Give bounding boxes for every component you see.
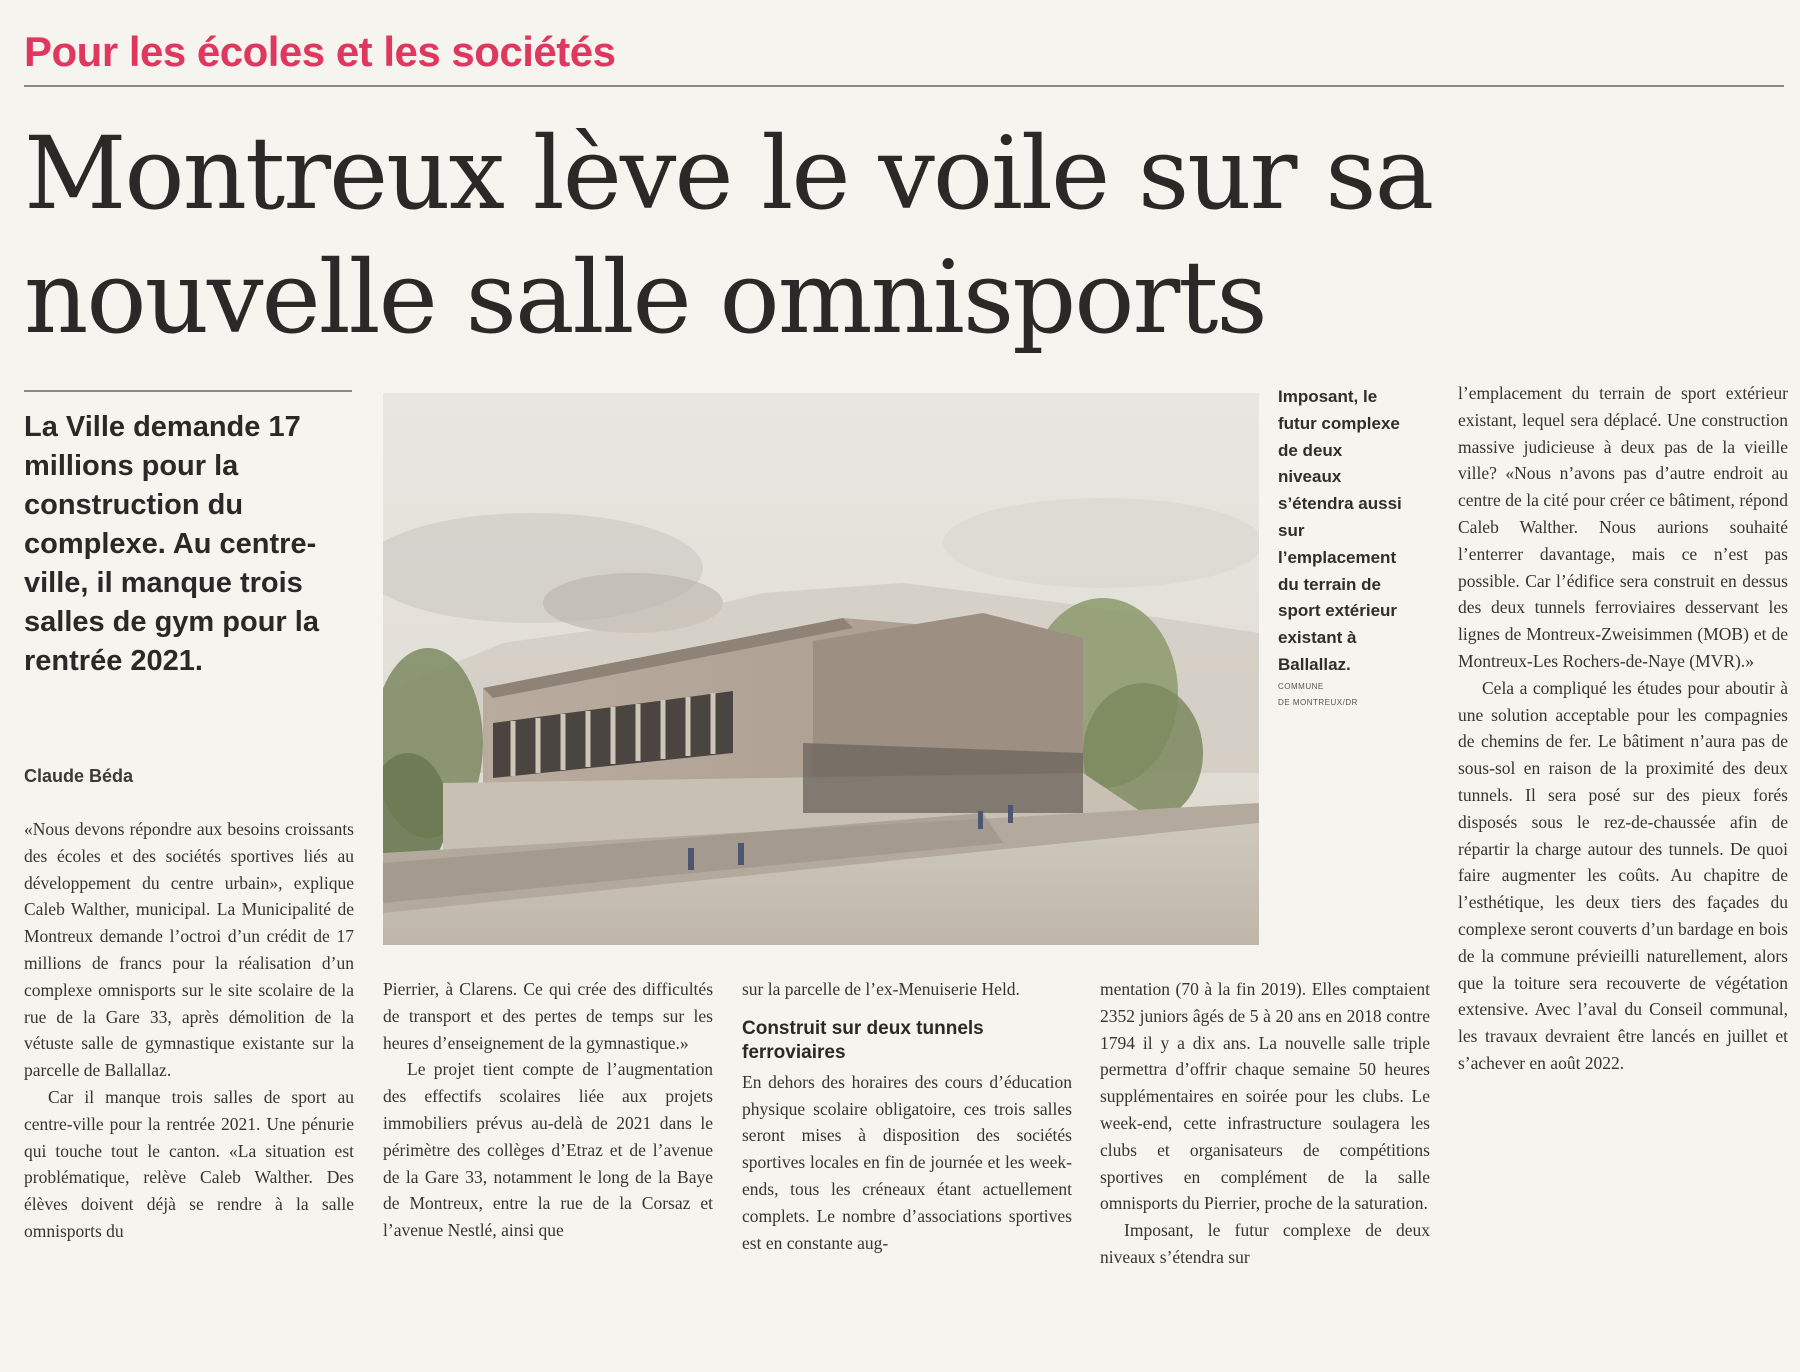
body-paragraph: Pierrier, à Clarens. Ce qui crée des difficultés de transport et des pertes de temps sur les heures d’enseignement de la gymnastique.»: [383, 979, 713, 1053]
body-paragraph: mentation (70 à la fin 2019). Elles comptaient 2352 juniors âgés de 5 à 20 ans en 2018 contre 1794 il y a dix ans. La nouvelle salle triple permettra d’offrir chaque semaine 50 heures supplémentaires en soirée pour les clubs. Le week-end, cette infrastructure soulagera les clubs et organisateurs de compétitions sportives en complément de la salle omnisports du Pierrier, proche de la saturation.: [1100, 979, 1430, 1214]
body-paragraph: En dehors des horaires des cours d’éducation physique scolaire obligatoire, ces trois salles seront mises à disposition des sociétés sportives locales en fin de journée et les week-ends, tous les créneaux étant actuellement complets. Le nombre d’associations sportives est en constante aug-: [742, 1071, 1072, 1253]
body-column-2: [383, 976, 713, 1244]
body-paragraph: sur la parcelle de l’ex-Menuiserie Held.: [742, 979, 1020, 999]
architectural-rendering-icon: [383, 393, 1259, 945]
lead-rule: [24, 390, 352, 392]
photo-credit: DE MONTREUX/DR: [1278, 697, 1358, 707]
body-column-1: [24, 816, 354, 1245]
caption-text: Imposant, le futur complexe de deux niveaux s’étendra aussi sur l’emplacement du terrain de sport extérieur existant à Ballallaz.: [1278, 387, 1402, 674]
kicker: Pour les écoles et les sociétés: [24, 28, 616, 75]
top-rule: [24, 85, 1784, 87]
body-paragraph: Imposant, le futur complexe de deux niveaux s’étendra sur: [1100, 1220, 1430, 1267]
photo-credit: COMMUNE: [1278, 681, 1324, 691]
body-column-5: [1458, 380, 1788, 1077]
body-paragraph: Cela a compliqué les études pour aboutir à une solution acceptable pour les compagnies de chemins de fer. Le bâtiment n’aura pas de sous-sol en raison de la proximité des deux tunnels. Il sera posé sur des pieux forés disposés sous le rez-de-chaussée afin de répartir la charge autour des tunnels. De quoi faire augmenter les coûts. Au chapitre de l’esthétique, les deux tiers des façades du complexe seront couverts d’un bardage en bois de la commune prévieilli naturellement, alors que la toiture sera recouverte de végétation extensive. Avec l’aval du Conseil communal, les travaux devraient être lancés en juillet et s’achever en août 2022.: [1458, 677, 1788, 1073]
body-column-4: [1100, 976, 1430, 1271]
lead-paragraph: La Ville demande 17 millions pour la construction du complexe. Au centre-ville, il manque trois salles de gym pour la rentrée 2021.: [24, 411, 319, 677]
subheading: Construit sur deux tunnels ferroviaires: [742, 1017, 984, 1063]
byline: Claude Béda: [24, 766, 134, 786]
architectural-rendering-photo: [383, 393, 1259, 945]
body-paragraph: Le projet tient compte de l’augmentation des effectifs scolaires liée aux projets immobiliers prévus au-delà de 2021 dans le périmètre des collèges d’Etraz et de l’avenue de la Gare 33, notamment le long de la Baye de Montreux, entre la rue de la Corsaz et l’avenue Nestlé, ainsi que: [383, 1059, 713, 1241]
headline: Montreux lève le voile sur sa nouvelle salle omnisports: [24, 115, 1433, 356]
photo-caption: [1278, 384, 1408, 711]
body-column-3: [742, 976, 1072, 1256]
body-paragraph: Car il manque trois salles de sport au centre-ville pour la rentrée 2021. Une pénurie qui touche tout le canton. «La situation est problématique, relève Caleb Walther. Des élèves doivent déjà se rendre à la salle omnisports du: [24, 1086, 354, 1241]
body-paragraph: l’emplacement du terrain de sport extérieur existant, lequel sera déplacé. Une construction massive judicieuse à deux pas de la vieille ville? «Nous n’avons pas d’autre endroit au centre de la cité pour créer ce bâtiment, répond Caleb Walther. Nous aurions souhaité l’enterrer davantage, mais ce n’est pas possible. Car l’édifice sera construit en dessus des deux tunnels ferroviaires desservant les lignes de Montreux-Zweisimmen (MOB) et de Montreux-Les Rochers-de-Naye (MVR).»: [1458, 383, 1788, 671]
body-paragraph: «Nous devons répondre aux besoins croissants des écoles et des sociétés sportives liés au développement du centre urbain», explique Caleb Walther, municipal. La Municipalité de Montreux demande l’octroi d’un crédit de 17 millions de francs pour la réalisation d’un complexe omnisports sur le site scolaire de la rue de la Gare 33, après démolition de la vétuste salle de gymnastique existante sur la parcelle de Ballallaz.: [24, 819, 354, 1081]
